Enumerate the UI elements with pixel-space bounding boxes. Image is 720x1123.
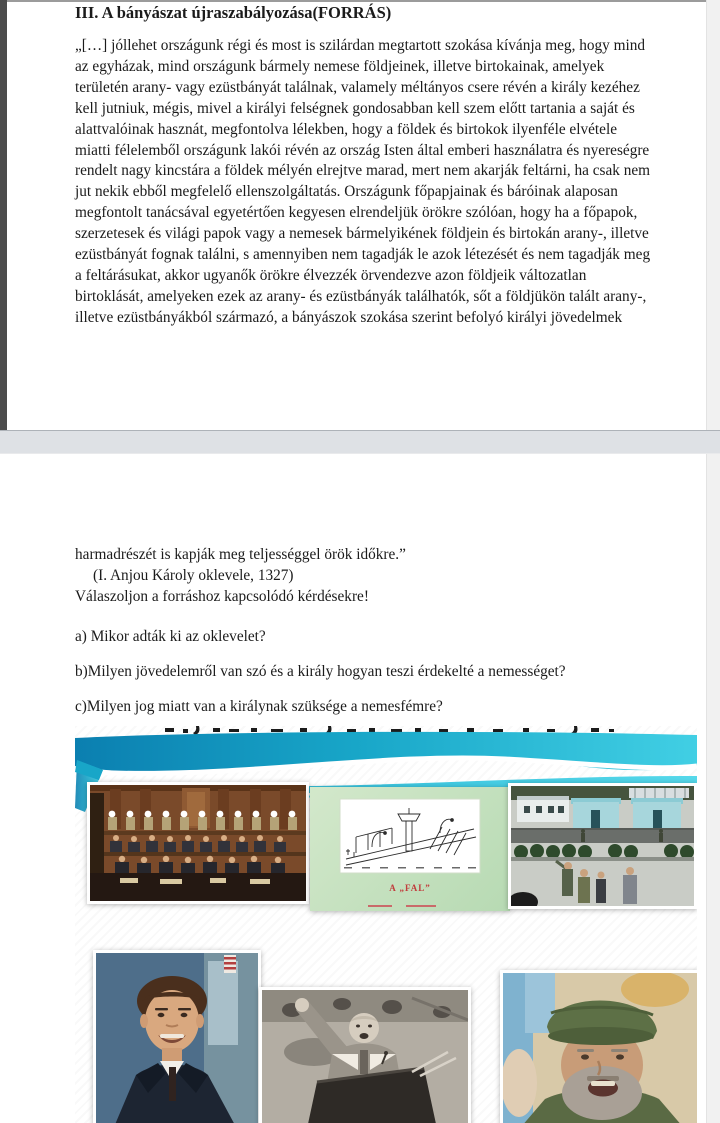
paragraph-line: birtoklását, amelyeken ezek az arany- és ezüstbányák találhatók, sőt a földjükön talált arany-,: [75, 287, 647, 305]
cold-war-photo-collage: [75, 726, 697, 1123]
photo-john-f-kennedy: [93, 950, 261, 1123]
quote-source: (I. Anjou Károly oklevele, 1327): [93, 566, 294, 584]
left-page-edge: [0, 0, 7, 430]
paragraph-line: kell jutniuk, mégis, mivel a királyi felségnek gondosabban kell szem előtt tartania a saját és: [75, 99, 635, 117]
paragraph-line: ezüstbányát fognak találni, s amennyiben nem tagadják le azok létezését és nem tagadják meg: [75, 246, 651, 264]
paragraph-line: jut nekik ebből megfelelő ellenszolgáltatás. Országunk főpapjainak és báróinak alaposan: [75, 183, 618, 201]
question-b: b)Milyen jövedelemről van szó és a király hogyan teszi érdekelté a nemességet?: [75, 663, 566, 680]
quote-closing-line: harmadrészét is kapják meg teljességgel örök időkre.”: [75, 546, 406, 563]
paragraph-line: illetve ezüstbányákból származó, a bányászok szokása szerint befolyó királyi jövedelmek: [75, 308, 623, 326]
right-page-margin: [706, 0, 720, 1123]
paragraph-line: miatti félelemből országunk lakói révén az ország Isten által emberi használatra és nyereségre: [75, 141, 650, 159]
section-heading: III. A bányászat újraszabályozása(FORRÁS): [75, 3, 392, 22]
quote-ending-block: [75, 545, 700, 608]
paragraph-line: az egyházak, mind országunk bármely nemese földjeinek, illetve birtokainak, amelyek: [75, 57, 605, 75]
photo-khrushchev-un-speech: [259, 987, 471, 1123]
photo-panmunjom-dmz: [508, 783, 697, 909]
paragraph-line: szerzetesek és világi papok vagy a nemesek bármelyikének földjein és birtokán arany-, illetve: [75, 225, 649, 243]
task-instruction: Válaszoljon a forráshoz kapcsolódó kérdésekre!: [75, 587, 369, 605]
page-separator-band: [0, 430, 720, 454]
photo-fidel-castro: [500, 970, 697, 1123]
paragraph-line: a feltárásukat, akkor ugyanők örökre élvezzék örvendezve azon földjeik változatlan: [75, 266, 587, 284]
illustration-berlin-wall-diagram: [310, 787, 510, 911]
paragraph-line: „[…] jóllehet országunk régi és most is szilárdan megtartott szokása kívánja meg, hogy mind: [75, 37, 646, 54]
wall-caption: A „FAL”: [389, 883, 431, 893]
source-quote-paragraph: [75, 36, 700, 329]
question-c: c)Milyen jog miatt van a királynak szüksége a nemesfémre?: [75, 698, 443, 715]
paragraph-line: megfontolt tanácsával egyetértően kegyesen elrendeljük örökre szólóan, hogy ha a főpapok,: [75, 204, 638, 222]
question-a: a) Mikor adták ki az oklevelet?: [75, 628, 266, 645]
photo-nuremberg-trial-courtroom: [87, 782, 309, 904]
paragraph-line: alattvalóinak hasznát, megfontolva lélekben, hogy a földek és birtokok ilyenféle elvétele: [75, 120, 617, 138]
paragraph-line: területén arany- vagy ezüstbányát találnak, valamely méltányos csere révén a király kezéhez: [75, 78, 640, 96]
paragraph-line: rendelt nagy kincstára a földek mélyén elrejtve marad, mert nem akarják feltárni, ha csak nem: [75, 162, 651, 180]
